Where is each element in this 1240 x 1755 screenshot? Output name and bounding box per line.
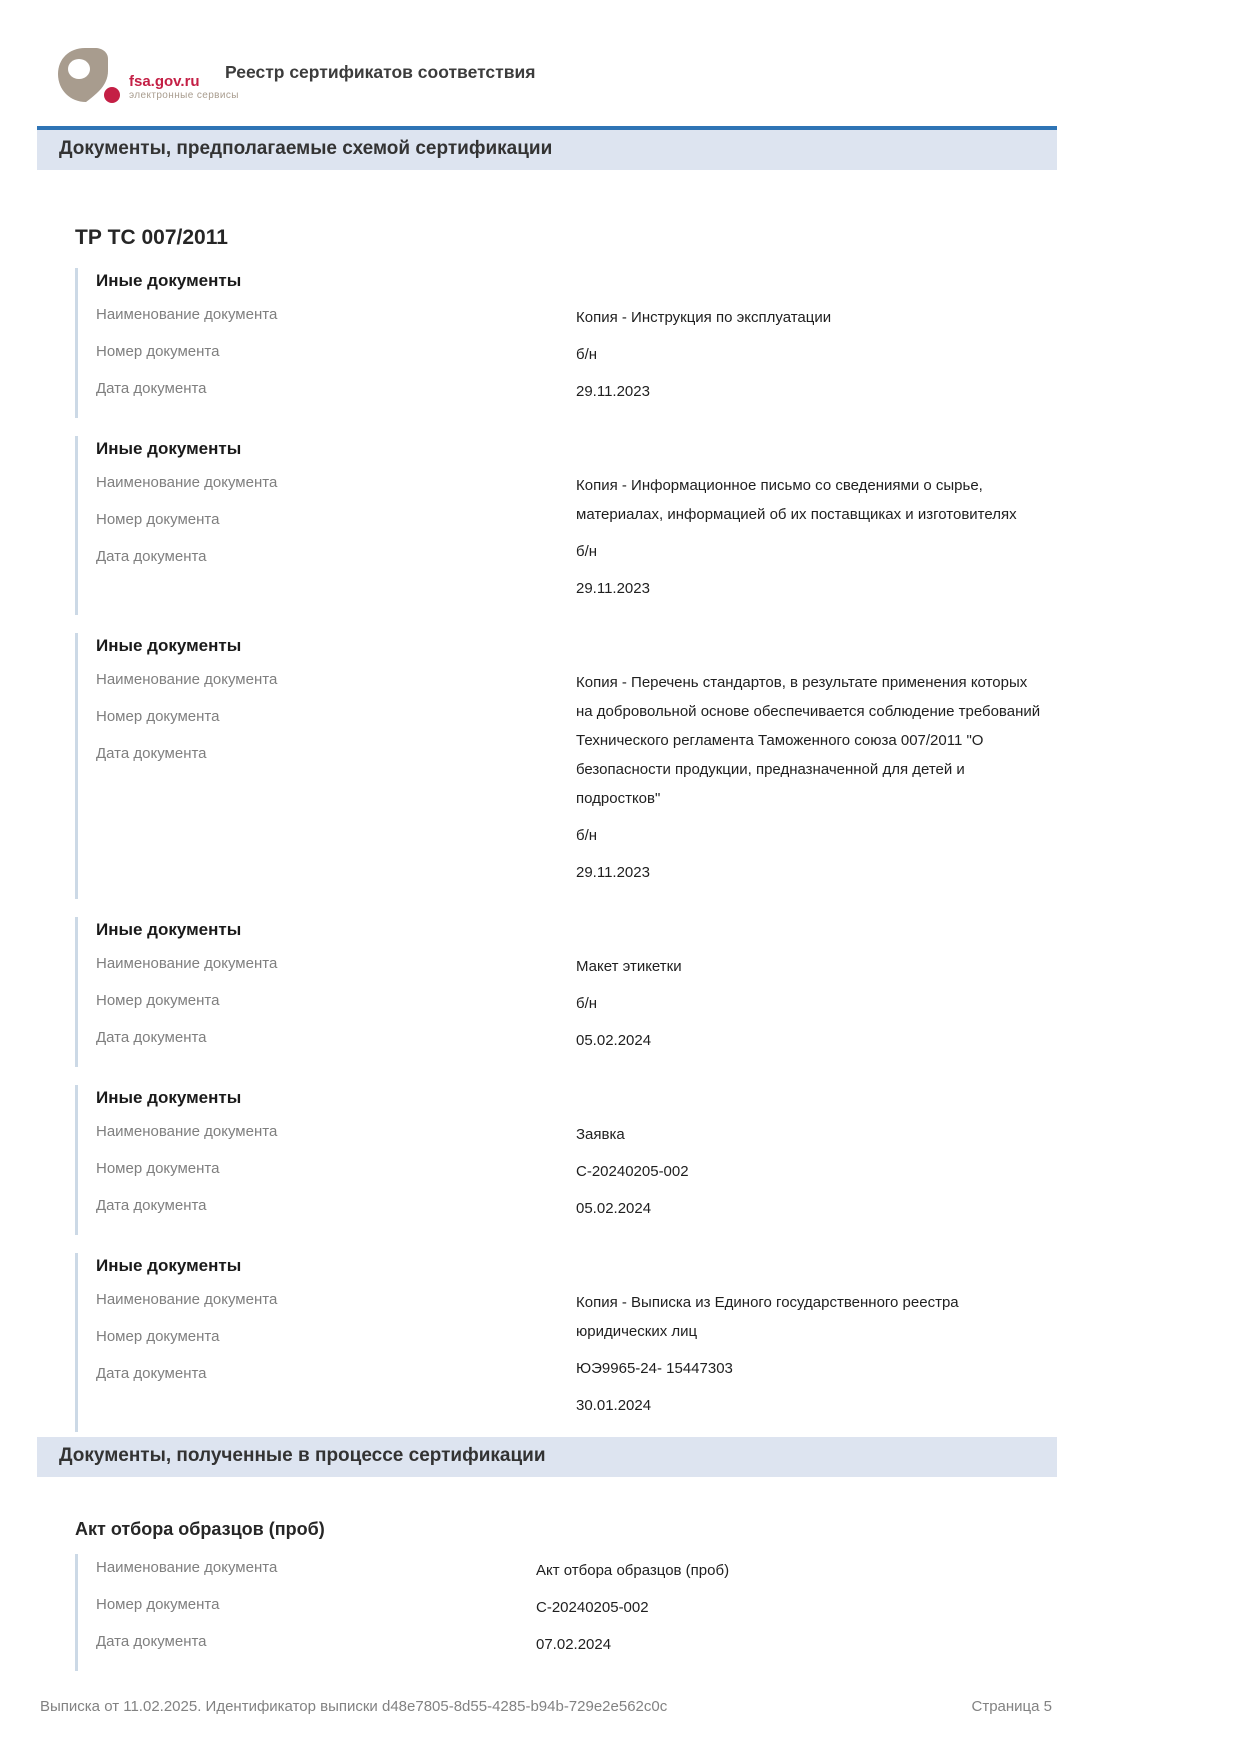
block-labels: [96, 1288, 576, 1428]
block-heading: Иные документы: [96, 439, 242, 458]
block-values: [576, 668, 1046, 895]
block-values: [576, 952, 1046, 1063]
block-heading: Иные документы: [96, 271, 242, 290]
field-value: Копия - Выписка из Единого государственного реестра юридических лиц: [576, 1294, 959, 1340]
block-values: [536, 1556, 1006, 1667]
blocks: [75, 1554, 1057, 1671]
field-value: 05.02.2024: [576, 1200, 652, 1217]
field-label: Дата документа: [96, 548, 207, 565]
extract-identifier: Выписка от 11.02.2025. Идентификатор выписки d48e7805-8d55-4285-b94b-729e2e562c0c: [40, 1698, 668, 1715]
document-block: [75, 1253, 1057, 1432]
section: [37, 126, 1057, 1450]
page-footer: [40, 1698, 1052, 1715]
field-label: Номер документа: [96, 708, 220, 725]
document-block: [75, 1085, 1057, 1235]
group-title: ТР ТС 007/2011: [75, 226, 228, 249]
document-block: [75, 917, 1057, 1067]
document-block: [75, 268, 1057, 418]
field-value: б/н: [576, 827, 598, 844]
field-value: Макет этикетки: [576, 958, 682, 975]
block-grid: [96, 1556, 1057, 1667]
field-value: Акт отбора образцов (проб): [536, 1562, 730, 1579]
block-grid: [96, 303, 1057, 414]
field-value: 07.02.2024: [536, 1636, 612, 1653]
field-value: б/н: [576, 995, 598, 1012]
document-block: [75, 1554, 1057, 1671]
section: [37, 1437, 1057, 1689]
blocks: [75, 268, 1057, 1432]
field-label: Наименование документа: [96, 671, 278, 688]
block-grid: [96, 471, 1057, 611]
block-values: [576, 1288, 1046, 1428]
block-heading: Иные документы: [96, 920, 242, 939]
field-label: Наименование документа: [96, 1559, 278, 1576]
group-title: Акт отбора образцов (проб): [75, 1519, 325, 1539]
block-values: [576, 303, 1046, 414]
field-label: Наименование документа: [96, 306, 278, 323]
field-label: Наименование документа: [96, 474, 278, 491]
page-title: Реестр сертификатов соответствия: [225, 62, 536, 82]
field-value: Копия - Инструкция по эксплуатации: [576, 309, 832, 326]
document-block: [75, 633, 1057, 899]
block-labels: [96, 303, 576, 414]
field-value: Копия - Перечень стандартов, в результате применения которых на добровольной основе обеспечивается соблюдение требований Технического регламента Таможенного союза 007/2011 "О безопасности продукции, предназначенной для детей и подростков": [576, 674, 1041, 807]
field-label: Номер документа: [96, 1596, 220, 1613]
field-value: 30.01.2024: [576, 1397, 652, 1414]
block-values: [576, 471, 1046, 611]
block-heading: Иные документы: [96, 1088, 242, 1107]
section-header-bar: [37, 126, 1057, 170]
section-title: Документы, предполагаемые схемой сертификации: [59, 138, 553, 159]
field-value: 05.02.2024: [576, 1032, 652, 1049]
section-header-bar: [37, 1437, 1057, 1477]
field-value: ЮЭ9965-24- 15447303: [576, 1360, 733, 1377]
block-labels: [96, 1120, 576, 1231]
field-value: 29.11.2023: [576, 383, 650, 400]
field-label: Номер документа: [96, 992, 220, 1009]
block-labels: [96, 1556, 536, 1667]
field-label: Наименование документа: [96, 1123, 278, 1140]
block-grid: [96, 952, 1057, 1063]
field-value: 29.11.2023: [576, 864, 650, 881]
field-value: С-20240205-002: [576, 1163, 689, 1180]
field-label: Номер документа: [96, 511, 220, 528]
field-value: С-20240205-002: [536, 1599, 649, 1616]
logo-site-name: fsa.gov.ru: [129, 73, 200, 90]
field-label: Наименование документа: [96, 955, 278, 972]
page-number: Страница 5: [971, 1698, 1052, 1715]
field-label: Номер документа: [96, 343, 220, 360]
field-value: Заявка: [576, 1126, 625, 1143]
field-value: б/н: [576, 543, 598, 560]
field-value: 29.11.2023: [576, 580, 650, 597]
block-grid: [96, 668, 1057, 895]
block-heading: Иные документы: [96, 1256, 242, 1275]
field-label: Номер документа: [96, 1328, 220, 1345]
block-values: [576, 1120, 1046, 1231]
field-label: Дата документа: [96, 745, 207, 762]
block-labels: [96, 471, 576, 611]
block-labels: [96, 668, 576, 895]
logo-tagline: электронные сервисы: [129, 90, 239, 101]
block-grid: [96, 1120, 1057, 1231]
block-labels: [96, 952, 576, 1063]
field-label: Наименование документа: [96, 1291, 278, 1308]
field-label: Дата документа: [96, 1029, 207, 1046]
field-label: Дата документа: [96, 1633, 207, 1650]
field-label: Номер документа: [96, 1160, 220, 1177]
field-value: б/н: [576, 346, 598, 363]
field-value: Копия - Информационное письмо со сведениями о сырье, материалах, информацией об их поставщиках и изготовителях: [576, 477, 1017, 523]
block-heading: Иные документы: [96, 636, 242, 655]
field-label: Дата документа: [96, 380, 207, 397]
field-label: Дата документа: [96, 1197, 207, 1214]
block-grid: [96, 1288, 1057, 1428]
document-block: [75, 436, 1057, 615]
section-title: Документы, полученные в процессе сертификации: [59, 1445, 546, 1466]
field-label: Дата документа: [96, 1365, 207, 1382]
